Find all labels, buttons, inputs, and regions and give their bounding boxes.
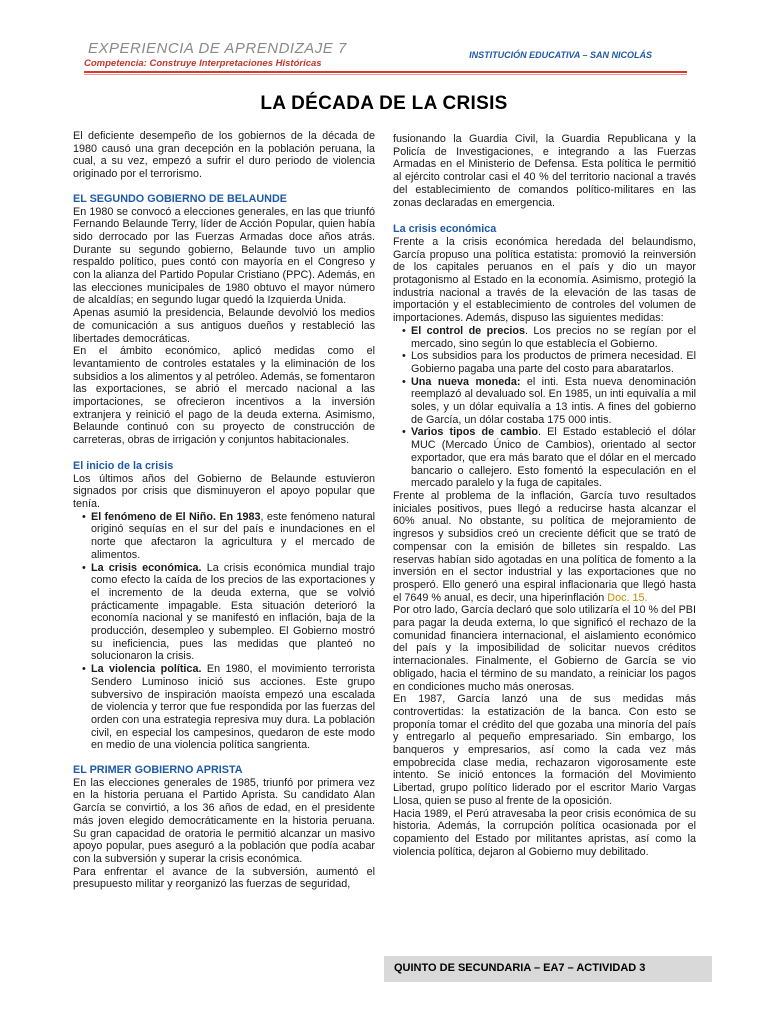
paragraph: En las elecciones generales de 1985, triunfó por primera vez en la historia peruana el Partido Aprista. Su candidato Alan García se convirtió, a los 36 años de edad, en el presidente más joven elegido democráticamente en la historia peruana. Su gran capacidad de oratoria le permitió alcanzar un masivo apoyo popular, pues aseguró a la población que podía acabar con la subversión y superar la crisis económica. [73, 776, 375, 865]
list-item-text: Los subsidios para los productos de primera necesidad. El Gobierno pagaba una parte del costo para abaratarlos. [411, 350, 696, 375]
list-item [411, 350, 696, 375]
section-heading-belaunde: EL SEGUNDO GOBIERNO DE BELAUNDE [73, 192, 287, 205]
section-heading-crisis-start: El inicio de la crisis [73, 459, 174, 472]
list-item-bold: El control de precios [411, 324, 525, 337]
document-reference-link[interactable]: Doc. 15. [607, 591, 648, 604]
institution-name: INSTITUCIÓN EDUCATIVA – SAN NICOLÁS [469, 50, 652, 60]
header-divider-thin [84, 74, 687, 75]
list-item-text: . Los precios no se regían por el mercado, sino según lo que establecía el Gobierno. [411, 324, 696, 350]
page-title: LA DÉCADA DE LA CRISIS [260, 93, 508, 114]
paragraph: En 1980 se convocó a elecciones generales, en las que triunfó Fernando Belaunde Terry, líder de Acción Popular, quien había sido derrocado por las Fuerzas Armadas doce años atrás. Durante su segundo gobierno, Belaunde tuvo un amplio respaldo político, pues contó con mayoría en el Congreso y con la alianza del Partido Popular Cristiano (PPC). Además, en las elecciones municipales de 1980 obtuvo el mayor número de alcaldías; en segundo lugar quedó la Izquierda Unida. [73, 205, 375, 307]
list-item-text: el inti. Esta nueva denominación reemplazó al devaluado sol. En 1985, un inti equivalía a mil soles, y un dólar equivalía a 13 intis. A fines del gobierno de García, un dólar costaba 175 000 intis. [411, 375, 696, 426]
list-item-bold: La violencia política. [91, 663, 202, 676]
list-item [411, 426, 696, 490]
list-item [411, 376, 696, 427]
paragraph: Frente a la crisis económica heredada del belaundismo, García propuso una política estatista: promovió la reinversión de los capitales peruanos en el país y dio un mayor protagonismo al Estado en la economía. Asimismo, protegió la industria nacional a través de la elevación de las tasas de importación y el establecimiento de controles del volumen de importaciones. Además, dispuso las siguientes medidas: [393, 235, 696, 325]
right-column [393, 133, 696, 858]
list-item-text: . El Estado estableció el dólar MUC (Mercado Único de Cambios), orientado al sector exportador, que era más barato que el dólar en el mercado bancario o callejero. Esto fomentó la especulación en el mercado paralelo y la fuga de capitales. [411, 426, 696, 490]
footer-label: QUINTO DE SECUNDARIA – EA7 – ACTIVIDAD 3 [394, 962, 646, 974]
section-heading-apra: EL PRIMER GOBIERNO APRISTA [73, 764, 243, 777]
paragraph: Hacia 1989, el Perú atravesaba la peor crisis económica de su historia. Además, la corrupción política ocasionada por el copamiento del Estado por militantes apristas, así como la violencia política, dejaron al Gobierno muy debilitado. [393, 807, 696, 858]
list-item [91, 562, 375, 664]
list-item [91, 511, 375, 562]
paragraph [393, 490, 696, 604]
header-divider [84, 71, 687, 73]
paragraph: En 1987, García lanzó una de sus medidas más controvertidas: la estatización de la banca. Con esto se proponía tomar el crédito del que gozaba una minoría del país y entregarlo al pequeño empresariado. Sin embargo, los banqueros y empresarios, así como la cada vez más empobrecida clase media, rechazaron vigorosamente este intento. Se inició entonces la formación del Movimiento Libertad, grupo político liderado por el escritor Mario Vargas Llosa, quien se puso al frente de la oposición. [393, 693, 696, 807]
paragraph: Los últimos años del Gobierno de Belaunde estuvieron signados por crisis que disminuyeron el apoyo popular que tenía. [73, 472, 375, 510]
paragraph-text: Frente al problema de la inflación, García tuvo resultados iniciales positivos, pues llegó a reducirse hasta alcanzar el 60% anual. No obstante, su política de mejoramiento de ingresos y subsidios creó un creciente déficit que se trató de compensar con la emisión de billetes sin respaldo. Las reservas habían sido agotadas en una política de fomento a la inversión en el sector industrial y las exportaciones que no prosperó. Ello generó una espiral inflacionaria que llegó hasta el 7649 % anual, es decir, una hiperinflación [393, 489, 696, 604]
list-item-text: La crisis económica mundial trajo como efecto la caída de los precios de las exportaciones y el incremento de la deuda externa, que se volvió prácticamente impagable. Esta situación deterioró la economía nacional y se manifestó en inflación, baja de la producción, desempleo y subempleo. El Gobierno mostró su ineficiencia, pues las medidas que planteó no solucionaron la crisis. [91, 561, 376, 663]
paragraph: En el ámbito económico, aplicó medidas como el levantamiento de controles estatales y la eliminación de los subsidios a los alimentos y al petróleo. Además, se fomentaron las exportaciones, se abrió el mercado nacional a las importaciones, se ofrecieron incentivos a la inversión extranjera y reinició el pago de la deuda externa. Asimismo, Belaunde continuó con su proyecto de construcción de carreteras, obras de irrigación y conjuntos habitacionales. [73, 345, 375, 447]
section-heading-economic-crisis: La crisis económica [393, 223, 497, 236]
list-item-bold: La crisis económica. [91, 561, 202, 574]
list-item [411, 325, 696, 350]
left-column [73, 130, 375, 891]
measures-list [393, 325, 696, 490]
list-item-bold: Una nueva moneda: [411, 375, 521, 388]
list-item-bold: El fenómeno de El Niño. En 1983 [91, 510, 261, 523]
paragraph: fusionando la Guardia Civil, la Guardia Republicana y la Policía de Investigaciones, e integrando a las Fuerzas Armadas en el Ministerio de Defensa. Esta política le permitió al ejército controlar casi el 40 % del territorio nacional a través del establecimiento de comandos político-militares en las zonas declaradas en emergencia. [393, 133, 696, 209]
list-item-text: , este fenómeno natural originó sequías en el sur del país e inundaciones en el norte que afectaron la agricultura y el mercado de alimentos. [91, 510, 375, 561]
intro-paragraph: El deficiente desempeño de los gobiernos de la década de 1980 causó una gran decepción en la población peruana, la cual, a su vez, empezó a sufrir el duro periodo de violencia originado por el terrorismo. [73, 130, 375, 181]
list-item-bold: Varios tipos de cambio [411, 426, 539, 439]
list-item [91, 663, 375, 752]
paragraph: Por otro lado, García declaró que solo utilizaría el 10 % del PBI para pagar la deuda externa, lo que significó el rechazo de la comunidad financiera internacional, el aislamiento económico del país y la imposibilidad de solicitar nuevos créditos internacionales. Finalmente, el Gobierno de García se vio obligado, hacia el término de su mandato, a reiniciar los pagos en condiciones mucho más onerosas. [393, 604, 696, 693]
crisis-list [73, 511, 375, 752]
experience-title: EXPERIENCIA DE APRENDIZAJE 7 [88, 40, 347, 57]
competence-label: Competencia: Construye Interpretaciones Históricas [84, 58, 322, 69]
list-item-text: En 1980, el movimiento terrorista Sendero Luminoso inició sus acciones. Este grupo subversivo de inspiración maoísta empezó una escalada de violencia y terror que fue respondida por las fuerzas del orden con una estrategia represiva muy dura. La población civil, en especial los campesinos, quedaron de este modo en medio de una violencia política sangrienta. [91, 663, 375, 752]
paragraph: Para enfrentar el avance de la subversión, aumentó el presupuesto militar y reorganizó las fuerzas de seguridad, [73, 865, 375, 891]
paragraph: Apenas asumió la presidencia, Belaunde devolvió los medios de comunicación a sus antiguos dueños y restableció las libertades democráticas. [73, 307, 375, 345]
